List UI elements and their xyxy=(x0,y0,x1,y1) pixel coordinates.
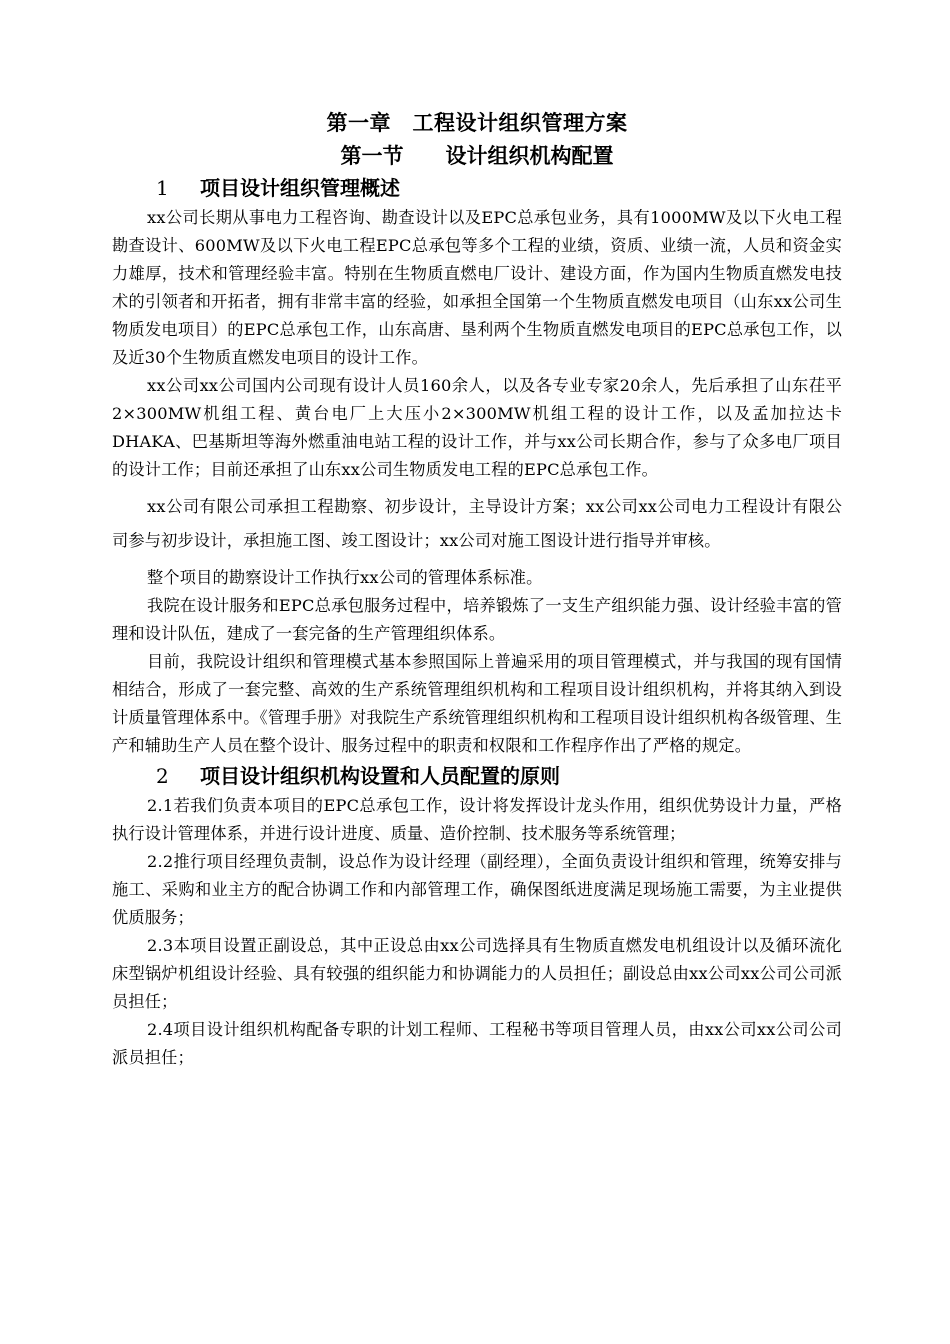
paragraph-1-4: 整个项目的勘察设计工作执行xx公司的管理体系标准。 xyxy=(147,568,543,587)
paragraph-1-5: 我院在设计服务和EPC总承包服务过程中，培养锻炼了一支生产组织能力强、设计经验丰富的管理和设计队伍，建成了一套完备的生产管理组织体系。 xyxy=(112,596,842,643)
paragraph-1-6: 目前，我院设计组织和管理模式基本参照国际上普遍采用的项目管理模式，并与我国的现有国情相结合，形成了一套完整、高效的生产系统管理组织机构和工程项目设计组织机构，并将其纳入到设计质量管理体系中。《管理手册》对我院生产系统管理组织机构和工程项目设计组织机构各级管理、生产和辅助生产人员在整个设计、服务过程中的职责和权限和工作程序作出了严格的规定。 xyxy=(112,652,842,755)
page-content xyxy=(112,108,842,1072)
paragraph-2-3: 2.3本项目设置正副设总，其中正设总由xx公司选择具有生物质直燃发电机组设计以及循环流化床型锅炉机组设计经验、具有较强的组织能力和协调能力的人员担任；副设总由xx公司xx公司公司派员担任； xyxy=(112,936,842,1011)
heading-1-title: 项目设计组织管理概述 xyxy=(200,176,400,200)
heading-2-title: 项目设计组织机构设置和人员配置的原则 xyxy=(200,764,560,788)
paragraph-1-1: xx公司长期从事电力工程咨询、勘查设计以及EPC总承包业务，具有1000MW及以下火电工程勘查设计、600MW及以下火电工程EPC总承包等多个工程的业绩，资质、业绩一流，人员和资金实力雄厚，技术和管理经验丰富。特别在生物质直燃电厂设计、建设方面，作为国内生物质直燃发电技术的引领者和开拓者，拥有非常丰富的经验，如承担全国第一个生物质直燃发电项目（山东xx公司生物质发电项目）的EPC总承包工作，山东高唐、垦利两个生物质直燃发电项目的EPC总承包工作，以及近30个生物质直燃发电项目的设计工作。 xyxy=(112,208,842,367)
paragraph-2-4: 2.4项目设计组织机构配备专职的计划工程师、工程秘书等项目管理人员，由xx公司xx公司公司派员担任； xyxy=(112,1020,842,1067)
heading-2 xyxy=(112,760,842,792)
heading-2-number: 2 xyxy=(156,764,169,788)
chapter-title: 第一章 工程设计组织管理方案 xyxy=(326,110,628,135)
section-title: 第一节 设计组织机构配置 xyxy=(340,143,614,168)
heading-1-number: 1 xyxy=(156,176,169,200)
paragraph-1-3: xx公司有限公司承担工程勘察、初步设计，主导设计方案；xx公司xx公司电力工程设计有限公司参与初步设计，承担施工图、竣工图设计；xx公司对施工图设计进行指导并审核。 xyxy=(112,497,842,550)
heading-1 xyxy=(112,172,842,204)
paragraph-2-2: 2.2推行项目经理负责制，设总作为设计经理（副经理），全面负责设计组织和管理，统筹安排与施工、采购和业主方的配合协调工作和内部管理工作，确保图纸进度满足现场施工需要，为主业提供优质服务； xyxy=(112,852,842,927)
paragraph-2-1: 2.1若我们负责本项目的EPC总承包工作，设计将发挥设计龙头作用，组织优势设计力量，严格执行设计管理体系，并进行设计进度、质量、造价控制、技术服务等系统管理； xyxy=(112,796,842,843)
paragraph-1-2: xx公司xx公司国内公司现有设计人员160余人，以及各专业专家20余人，先后承担了山东茌平2×300MW机组工程、黄台电厂上大压小2×300MW机组工程的设计工作，以及孟加拉达卡DHAKA、巴基斯坦等海外燃重油电站工程的设计工作，并与xx公司长期合作，参与了众多电厂项目的设计工作；目前还承担了山东xx公司生物质发电工程的EPC总承包工作。 xyxy=(112,376,842,479)
